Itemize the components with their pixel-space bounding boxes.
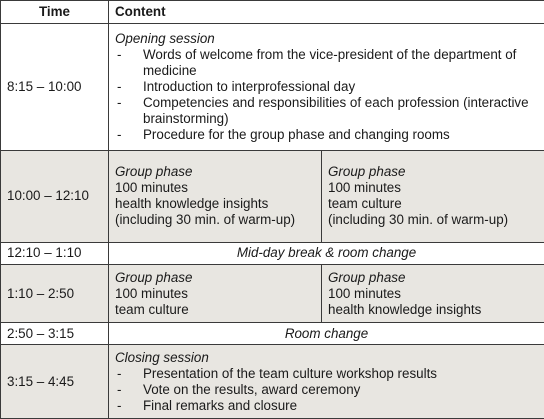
- closing-title: Closing session: [115, 349, 209, 365]
- group1-left-title: Group phase: [115, 164, 193, 180]
- opening-content: [109, 24, 544, 151]
- group1-right-duration: 100 minutes: [328, 180, 401, 196]
- time-column-header: Time: [1, 1, 109, 24]
- break-label: Mid-day break & room change: [109, 242, 544, 264]
- closing-item: - Final remarks and closure: [115, 398, 538, 414]
- group2-right-duration: 100 minutes: [328, 285, 401, 301]
- opening-item: - Competencies and responsibilities of each profession (interactive brainstorming): [115, 95, 538, 127]
- group2-left-topic: team culture: [115, 301, 189, 317]
- group2-time: 1:10 – 2:50: [1, 264, 109, 322]
- group1-left-cell: [109, 151, 322, 243]
- closing-item: - Vote on the results, award ceremony: [115, 382, 538, 398]
- group2-left-title: Group phase: [115, 269, 193, 285]
- mid-day-break-row: [1, 242, 544, 264]
- room-change-row: [1, 323, 544, 345]
- opening-session-row: [1, 24, 544, 151]
- closing-session-row: [1, 345, 544, 419]
- group1-left-note: (including 30 min. of warm-up): [115, 212, 296, 228]
- content-column-header: Content: [109, 1, 544, 24]
- opening-time: 8:15 – 10:00: [1, 24, 109, 151]
- group1-right-cell: [322, 151, 544, 243]
- group2-left-duration: 100 minutes: [115, 285, 188, 301]
- header-row: [1, 1, 544, 24]
- closing-item: - Presentation of the team culture workshop results: [115, 366, 538, 382]
- group2-right-title: Group phase: [328, 269, 406, 285]
- group1-left-duration: 100 minutes: [115, 180, 188, 196]
- room-change-time: 2:50 – 3:15: [1, 323, 109, 345]
- group-phase-1-row: [1, 151, 544, 243]
- group1-right-note: (including 30 min. of warm-up): [328, 212, 509, 228]
- opening-items: [115, 47, 538, 143]
- room-change-label: Room change: [109, 323, 544, 345]
- group1-right-title: Group phase: [328, 164, 406, 180]
- opening-item: - Introduction to interprofessional day: [115, 79, 538, 95]
- closing-content: [109, 345, 544, 419]
- group1-time: 10:00 – 12:10: [1, 151, 109, 243]
- opening-item: - Procedure for the group phase and changing rooms: [115, 127, 538, 143]
- group-phase-2-row: [1, 264, 544, 322]
- closing-time: 3:15 – 4:45: [1, 345, 109, 419]
- group2-right-topic: health knowledge insights: [328, 301, 482, 317]
- group1-left-topic: health knowledge insights: [115, 196, 269, 212]
- closing-items: [115, 366, 538, 414]
- group1-right-topic: team culture: [328, 196, 402, 212]
- opening-item: - Words of welcome from the vice-president of the department of medicine: [115, 47, 538, 79]
- group2-left-cell: [109, 264, 322, 322]
- opening-title: Opening session: [115, 31, 215, 47]
- group2-right-cell: [322, 264, 544, 322]
- break-time: 12:10 – 1:10: [1, 242, 109, 264]
